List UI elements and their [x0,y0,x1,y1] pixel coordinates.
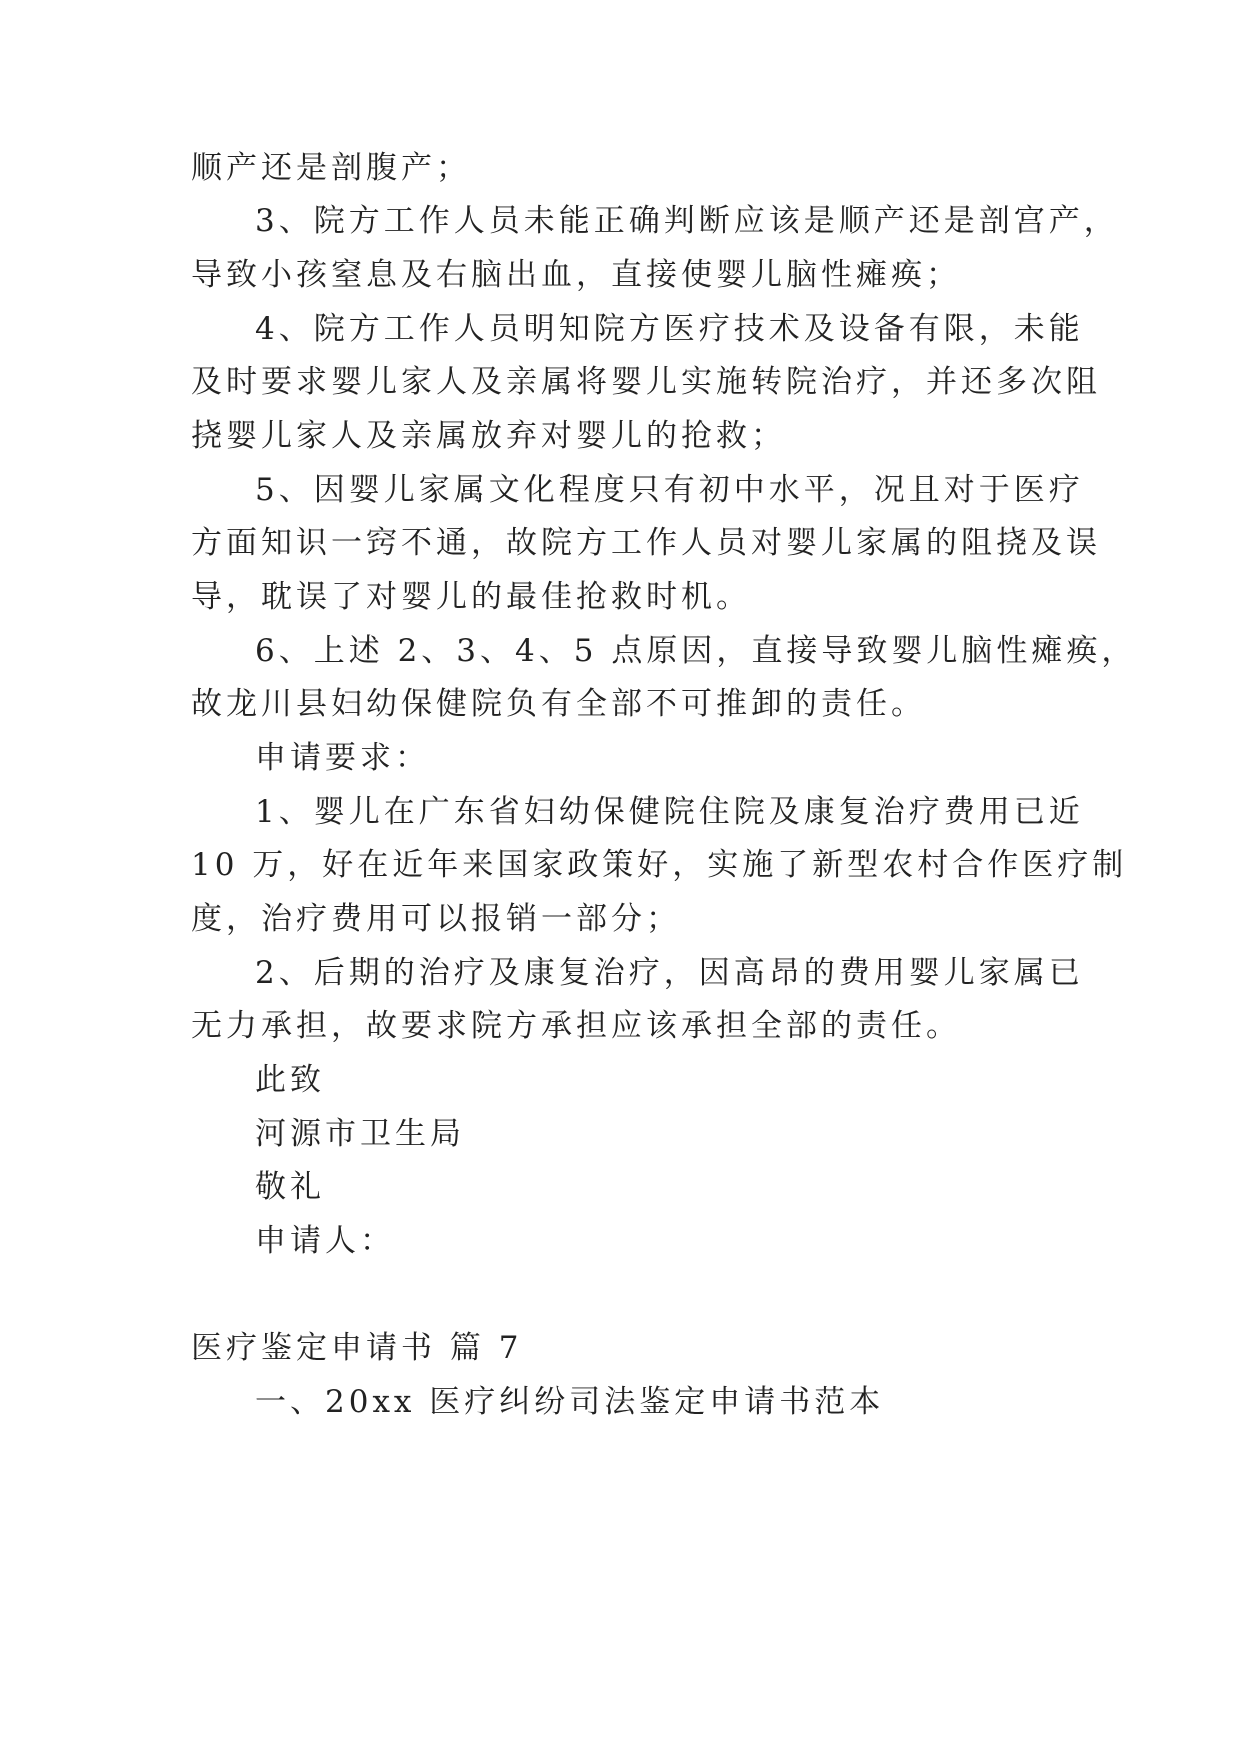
text-line: 4、院方工作人员明知院方医疗技术及设备有限，未能 [255,311,1084,347]
text-line: 度，治疗费用可以报销一部分； [191,901,681,937]
signature-line: 申请人： [255,1223,395,1259]
text-line: 挠婴儿家人及亲属放弃对婴儿的抢救； [191,418,786,454]
text-line: 及时要求婴儿家人及亲属将婴儿实施转院治疗，并还多次阻 [191,364,1101,400]
text-line: 导，耽误了对婴儿的最佳抢救时机。 [191,579,751,615]
text-line: 顺产还是剖腹产； [191,150,471,186]
document-title: 医疗鉴定申请书 篇 7 [191,1330,523,1366]
text-line: 方面知识一窍不通，故院方工作人员对婴儿家属的阻挠及误 [191,525,1101,561]
text-line: 3、院方工作人员未能正确判断应该是顺产还是剖宫产， [255,203,1119,239]
closing-line: 敬礼 [255,1169,325,1205]
text-line: 无力承担，故要求院方承担应该承担全部的责任。 [191,1008,961,1044]
text-line: 故龙川县妇幼保健院负有全部不可推卸的责任。 [191,686,926,722]
text-line: 1、婴儿在广东省妇幼保健院住院及康复治疗费用已近 [255,794,1084,830]
text-line: 5、因婴儿家属文化程度只有初中水平，况且对于医疗 [255,472,1084,508]
text-line: 2、后期的治疗及康复治疗，因高昂的费用婴儿家属已 [255,955,1084,991]
text-line: 一、20xx 医疗纠纷司法鉴定申请书范本 [255,1384,885,1420]
recipient-line: 河源市卫生局 [255,1116,465,1152]
text-line: 10 万，好在近年来国家政策好，实施了新型农村合作医疗制 [191,847,1128,883]
closing-line: 此致 [255,1062,325,1098]
text-line: 6、上述 2、3、4、5 点原因，直接导致婴儿脑性瘫痪， [255,633,1137,669]
section-heading: 申请要求： [255,740,430,776]
text-line: 导致小孩窒息及右脑出血，直接使婴儿脑性瘫痪； [191,257,961,293]
